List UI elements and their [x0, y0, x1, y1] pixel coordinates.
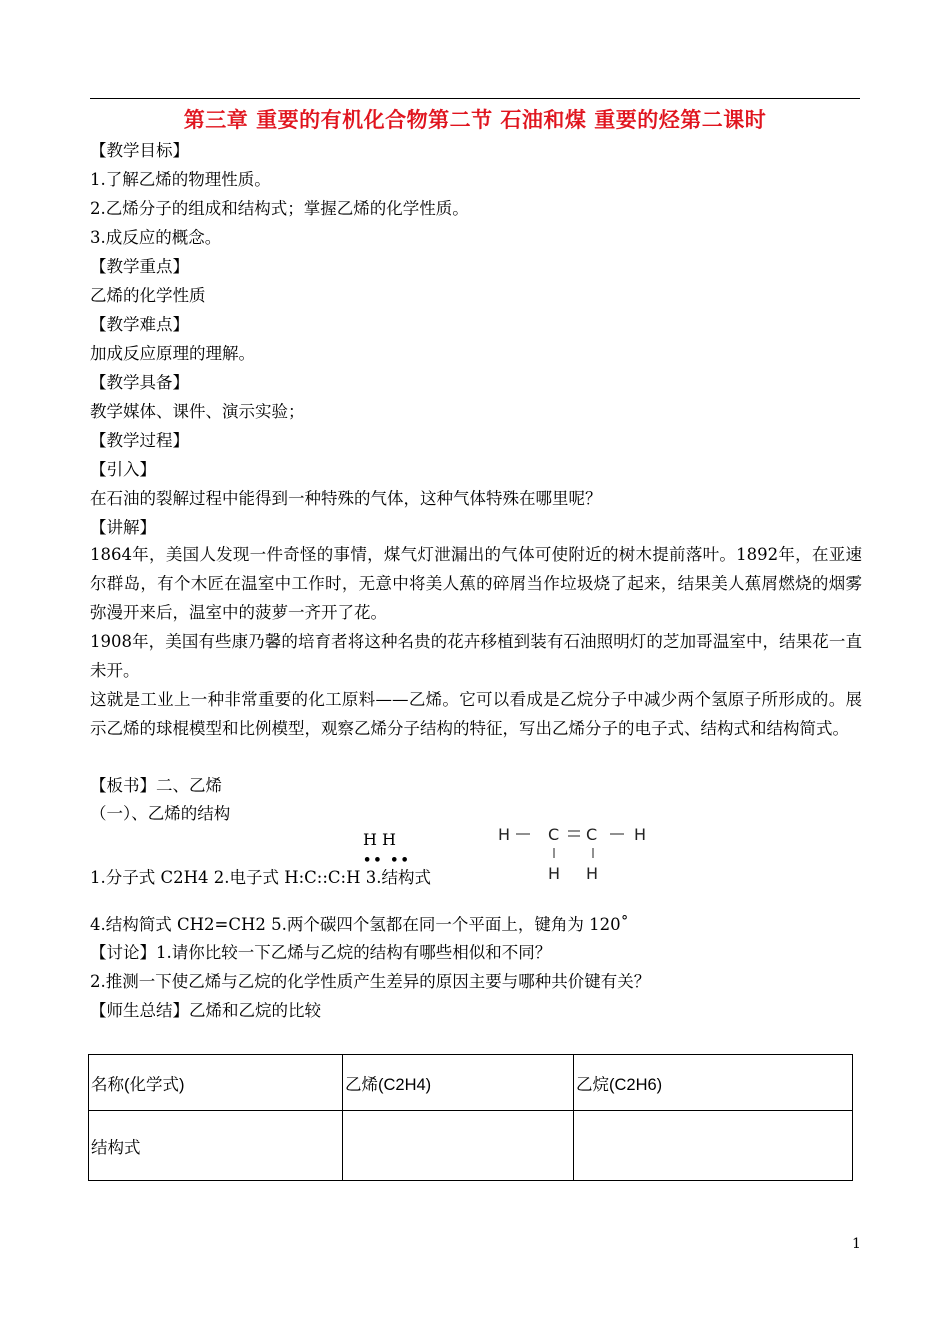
header-rule: [90, 98, 860, 99]
heading-explain: 【讲解】: [90, 518, 156, 537]
discussion-1: 【讨论】1.请你比较一下乙烯与乙烷的结构有哪些相似和不同？: [90, 943, 552, 962]
goal-1: 1.了解乙烯的物理性质。: [90, 170, 271, 189]
electron-pair-dots: •• ••: [363, 853, 411, 868]
table-row: [89, 1111, 853, 1181]
table-cell-ethylene-structure: [343, 1111, 574, 1181]
table-cell-structure-label: 结构式: [89, 1111, 343, 1181]
section-structure: （一）、乙烯的结构: [90, 804, 231, 823]
heading-materials: 【教学具备】: [90, 373, 189, 392]
page-title: 第三章 重要的有机化合物第二节 石油和煤 重要的烃第二课时: [183, 108, 767, 132]
goal-2: 2.乙烯分子的组成和结构式；掌握乙烯的化学性质。: [90, 199, 469, 218]
heading-key-points: 【教学重点】: [90, 257, 189, 276]
atom-c-left: C: [548, 825, 560, 844]
table-row: [89, 1055, 853, 1111]
discussion-2: 2.推测一下使乙烯与乙烷的化学性质产生差异的原因主要与哪种共价键有关？: [90, 972, 651, 991]
table-header-ethylene: 乙烯(C2H4): [343, 1055, 574, 1111]
heading-process: 【教学过程】: [90, 431, 189, 450]
page-number: 1: [852, 1236, 861, 1252]
comparison-table: [88, 1054, 853, 1181]
electron-formula-top-h: H H: [363, 830, 396, 849]
atom-h-left: H: [498, 825, 511, 844]
table-header-ethane: 乙烷(C2H6): [574, 1055, 853, 1111]
goal-3: 3.成反应的概念。: [90, 228, 222, 247]
intro-text: 在石油的裂解过程中能得到一种特殊的气体，这种气体特殊在哪里呢？: [90, 489, 602, 508]
heading-teaching-goals: 【教学目标】: [90, 141, 189, 160]
heading-difficulty: 【教学难点】: [90, 315, 189, 334]
ethylene-structural-formula: [496, 824, 666, 888]
paragraph-1864: 1864年，美国人发现一件奇怪的事情，煤气灯泄漏出的气体可使附近的树木提前落叶。1892年，在亚速尔群岛，有个木匠在温室中工作时，无意中将美人蕉的碎屑当作垃圾烧了起来，结果美人蕉屑燃烧的烟雾弥漫开来后，温室中的菠萝一齐开了花。: [90, 545, 862, 622]
heading-intro: 【引入】: [90, 460, 156, 479]
line-structure-simple: 4.结构简式 CH2=CH2 5.两个碳四个氢都在同一个平面上，键角为 120˚: [90, 915, 629, 934]
difficulty-text: 加成反应原理的理解。: [90, 344, 255, 363]
atom-c-right: C: [586, 825, 598, 844]
materials-text: 教学媒体、课件、演示实验；: [90, 402, 305, 421]
atom-h-bottom-right: H: [586, 864, 599, 883]
paragraph-ethylene: 这就是工业上一种非常重要的化工原料——乙烯。它可以看成是乙烷分子中减少两个氢原子所形成的。展示乙烯的球棍模型和比例模型，观察乙烯分子结构的特征，写出乙烯分子的电子式、结构式和结构简式。: [90, 690, 862, 738]
key-point-text: 乙烯的化学性质: [90, 286, 206, 305]
atom-h-bottom-left: H: [548, 864, 561, 883]
paragraph-1908: 1908年，美国有些康乃馨的培育者将这种名贵的花卉移植到装有石油照明灯的芝加哥温室中，结果花一直未开。: [90, 632, 862, 680]
formula-line: 1.分子式 C2H4 2.电子式 H:C::C:H 3.结构式: [90, 868, 431, 887]
table-cell-ethane-structure: [574, 1111, 853, 1181]
summary-heading: 【师生总结】乙烯和乙烷的比较: [90, 1001, 321, 1020]
board-heading: 【板书】二、乙烯: [90, 776, 222, 795]
table-header-name: 名称(化学式): [89, 1055, 343, 1111]
atom-h-right: H: [634, 825, 647, 844]
